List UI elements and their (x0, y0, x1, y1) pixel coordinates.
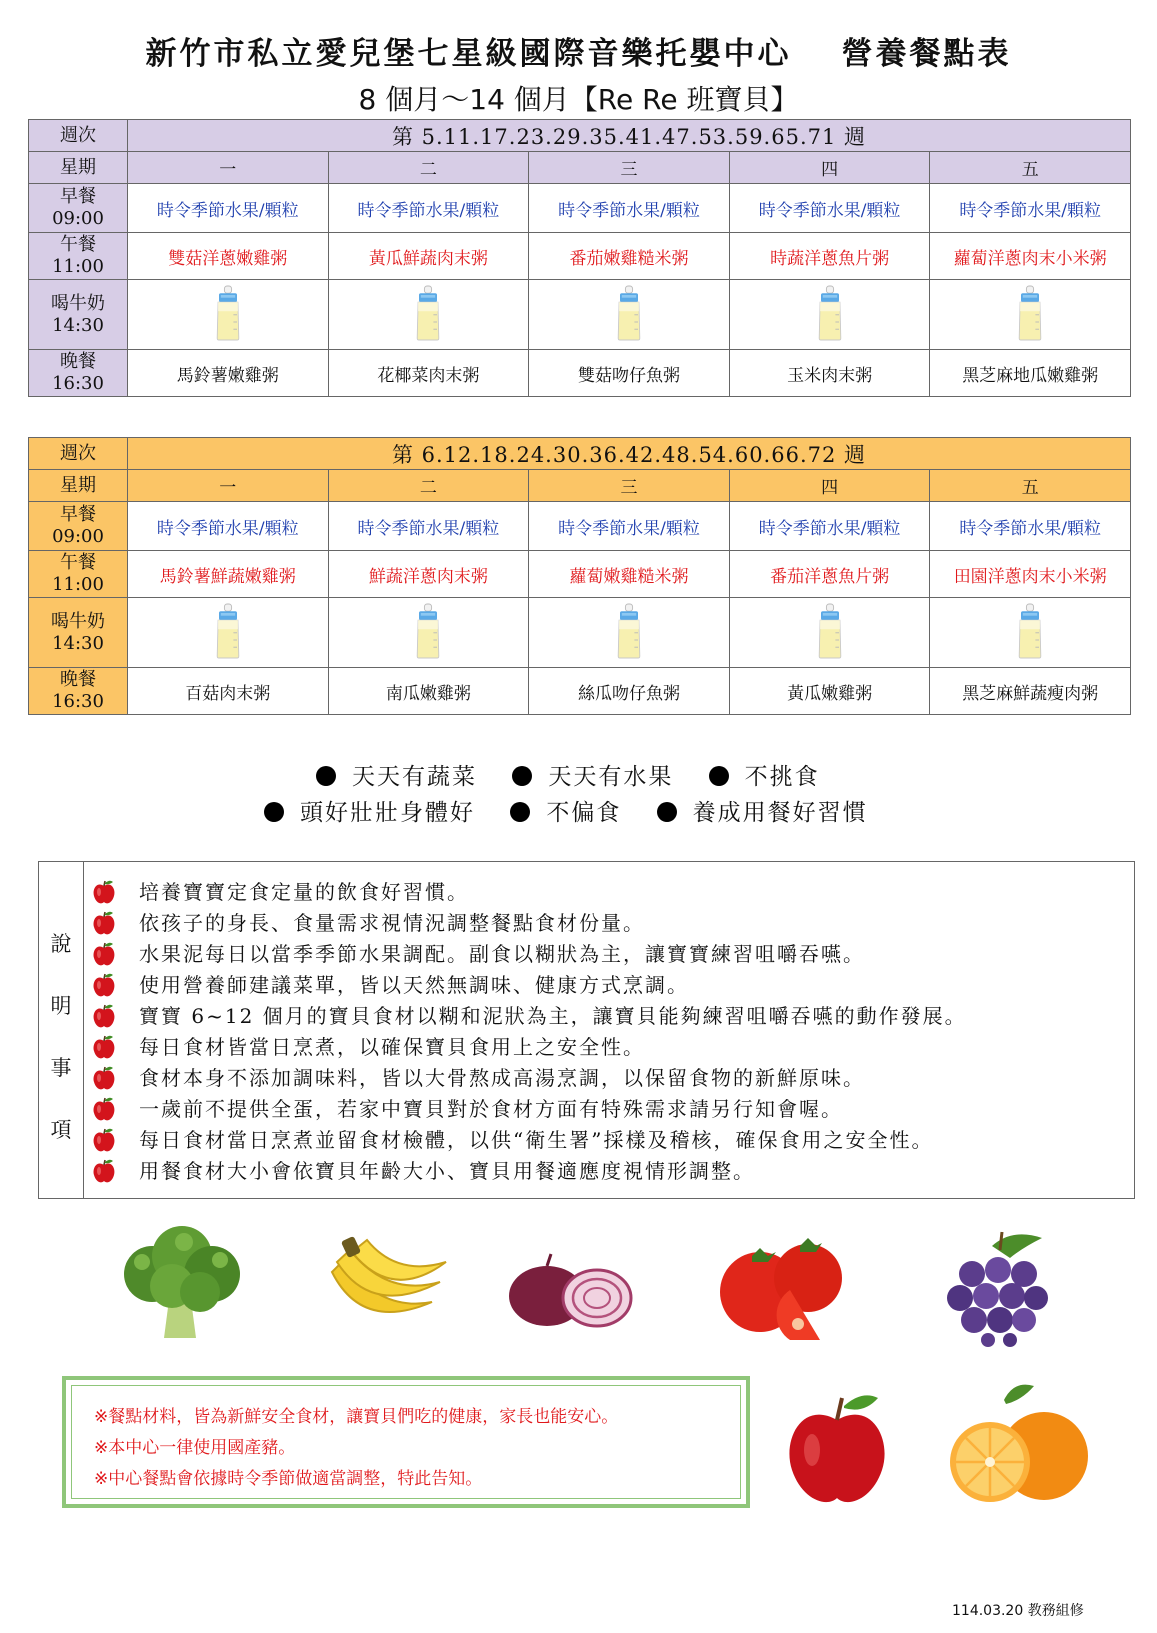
notes-side-label (39, 862, 84, 1198)
lunch-cell: 雙菇洋蔥嫩雞粥 (128, 233, 329, 280)
apple-bullet-icon (91, 941, 117, 967)
meal-time: 11:00 (52, 256, 104, 277)
meal-time: 14:30 (52, 314, 104, 336)
meal-time: 14:30 (52, 632, 104, 654)
milk-bottle-icon (611, 602, 647, 664)
slogan-line-2 (264, 794, 894, 827)
weekday-thu: 四 (729, 152, 930, 184)
breakfast-cell: 時令季節水果/顆粒 (128, 502, 329, 551)
dinner-label (29, 668, 128, 715)
meal-name: 喝牛奶 (51, 610, 105, 632)
meal-name: 早餐 (60, 186, 96, 207)
weekday-label: 星期 (29, 152, 128, 184)
breakfast-cell: 時令季節水果/顆粒 (729, 502, 930, 551)
meal-name: 午餐 (60, 552, 96, 573)
side-char: 事 (50, 1056, 72, 1080)
milk-cell (729, 598, 930, 668)
lunch-cell: 時蔬洋蔥魚片粥 (729, 233, 930, 280)
note-text: 寶寶 6~12 個月的寶貝食材以糊和泥狀為主，讓寶貝能夠練習咀嚼吞嚥的動作發展。 (139, 1004, 967, 1028)
note-item (91, 1094, 967, 1125)
note-text: 水果泥每日以當季季節水果調配。副食以糊狀為主，讓寶寶練習咀嚼吞嚥。 (139, 942, 865, 966)
food-notice-line: ※本中心一律使用國產豬。 (94, 1438, 296, 1458)
apple-bullet-icon (91, 1034, 117, 1060)
milk-bottle-icon (210, 284, 246, 346)
note-text: 培養寶寶定食定量的飲食好習慣。 (139, 880, 469, 904)
document-title: 營養餐點表 (841, 36, 1012, 72)
milk-bottle-icon (1012, 602, 1048, 664)
slogan-item: 不偏食 (546, 800, 622, 826)
notes-list (91, 877, 967, 1187)
apple-bullet-icon (91, 1096, 117, 1122)
lunch-cell: 馬鈴薯鮮蔬嫩雞粥 (128, 551, 329, 598)
bullet-dot-icon (657, 802, 677, 822)
apple-bullet-icon (91, 972, 117, 998)
age-class-subtitle: 8 個月～14 個月【Re Re 班寶貝】 (358, 83, 799, 116)
milk-bottle-icon (210, 602, 246, 664)
dinner-cell: 黑芝麻鮮蔬瘦肉粥 (930, 668, 1131, 715)
meal-name: 喝牛奶 (51, 292, 105, 314)
meal-time: 09:00 (52, 526, 104, 547)
apple-bullet-icon (91, 1065, 117, 1091)
food-notice-line: ※餐點材料，皆為新鮮安全食材，讓寶貝們吃的健康，家長也能安心。 (94, 1407, 619, 1427)
banana-image (322, 1232, 452, 1342)
milk-bottle-icon (812, 602, 848, 664)
breakfast-cell: 時令季節水果/顆粒 (930, 502, 1131, 551)
note-item (91, 1032, 967, 1063)
note-item (91, 970, 967, 1001)
orange-image (944, 1380, 1094, 1510)
dinner-cell: 雙菇吻仔魚粥 (529, 350, 730, 397)
slogan-item: 天天有蔬菜 (352, 764, 477, 790)
milk-cell (328, 280, 529, 350)
bullet-dot-icon (264, 802, 284, 822)
milk-label (29, 598, 128, 668)
week-label: 週次 (29, 120, 128, 152)
dinner-cell: 黑芝麻地瓜嫩雞粥 (930, 350, 1131, 397)
side-char: 明 (50, 994, 72, 1018)
breakfast-cell: 時令季節水果/顆粒 (729, 184, 930, 233)
page-title (0, 28, 1157, 73)
note-item (91, 1125, 967, 1156)
milk-cell (128, 280, 329, 350)
weekday-fri: 五 (930, 470, 1131, 502)
breakfast-cell: 時令季節水果/顆粒 (328, 184, 529, 233)
note-text: 每日食材皆當日烹煮，以確保寶貝食用上之安全性。 (139, 1035, 645, 1059)
lunch-cell: 蘿蔔嫩雞糙米粥 (529, 551, 730, 598)
dinner-cell: 南瓜嫩雞粥 (328, 668, 529, 715)
food-notice-line: ※中心餐點會依據時令季節做適當調整，特此告知。 (94, 1469, 483, 1489)
milk-cell (328, 598, 529, 668)
note-item (91, 908, 967, 939)
milk-bottle-icon (410, 602, 446, 664)
breakfast-cell: 時令季節水果/顆粒 (328, 502, 529, 551)
note-text: 使用營養師建議菜單，皆以天然無調味、健康方式烹調。 (139, 973, 689, 997)
revision-footer: 114.03.20 教務組修 (952, 1603, 1084, 1619)
note-item (91, 1001, 967, 1032)
apple-bullet-icon (91, 910, 117, 936)
breakfast-label (29, 502, 128, 551)
weekday-wed: 三 (529, 470, 730, 502)
side-char: 說 (50, 932, 72, 956)
weekday-fri: 五 (930, 152, 1131, 184)
milk-cell (729, 280, 930, 350)
lunch-cell: 黃瓜鮮蔬肉末粥 (328, 233, 529, 280)
milk-bottle-icon (410, 284, 446, 346)
weekday-mon: 一 (128, 470, 329, 502)
note-text: 每日食材當日烹煮並留食材檢體，以供“衛生署”採樣及稽核，確保食用之安全性。 (139, 1128, 934, 1152)
breakfast-cell: 時令季節水果/顆粒 (128, 184, 329, 233)
breakfast-cell: 時令季節水果/顆粒 (930, 184, 1131, 233)
week-label: 週次 (29, 438, 128, 470)
meal-name: 晚餐 (60, 351, 96, 372)
bullet-dot-icon (510, 802, 530, 822)
milk-cell (529, 280, 730, 350)
dinner-cell: 花椰菜肉末粥 (328, 350, 529, 397)
notes-box (38, 861, 1135, 1199)
apple-bullet-icon (91, 1158, 117, 1184)
note-text: 一歲前不提供全蛋，若家中寶貝對於食材方面有特殊需求請另行知會喔。 (139, 1097, 843, 1121)
side-char: 項 (50, 1118, 72, 1142)
weekday-mon: 一 (128, 152, 329, 184)
meal-name: 午餐 (60, 234, 96, 255)
dinner-cell: 玉米肉末粥 (729, 350, 930, 397)
bullet-dot-icon (316, 766, 336, 786)
food-notice-box (62, 1376, 750, 1508)
week-numbers: 第 5.11.17.23.29.35.41.47.53.59.65.71 週 (128, 120, 1131, 152)
slogan-item: 頭好壯壯身體好 (300, 800, 475, 826)
meal-time: 11:00 (52, 574, 104, 595)
dinner-cell: 馬鈴薯嫩雞粥 (128, 350, 329, 397)
milk-cell (128, 598, 329, 668)
note-item (91, 877, 967, 908)
dinner-cell: 黃瓜嫩雞粥 (729, 668, 930, 715)
weekday-wed: 三 (529, 152, 730, 184)
grapes-image (922, 1228, 1072, 1348)
note-text: 依孩子的身長、食量需求視情況調整餐點食材份量。 (139, 911, 645, 935)
weekday-tue: 二 (328, 470, 529, 502)
weekday-thu: 四 (729, 470, 930, 502)
bullet-dot-icon (709, 766, 729, 786)
onion-image (505, 1250, 635, 1330)
breakfast-label (29, 184, 128, 233)
milk-cell (529, 598, 730, 668)
dinner-cell: 絲瓜吻仔魚粥 (529, 668, 730, 715)
meal-time: 16:30 (52, 691, 104, 712)
slogan-line-1 (316, 758, 846, 791)
weekday-label: 星期 (29, 470, 128, 502)
note-text: 食材本身不添加調味料，皆以大骨熬成高湯烹調，以保留食物的新鮮原味。 (139, 1066, 865, 1090)
dinner-label (29, 350, 128, 397)
week-numbers: 第 6.12.18.24.30.36.42.48.54.60.66.72 週 (128, 438, 1131, 470)
lunch-label (29, 551, 128, 598)
weekday-tue: 二 (328, 152, 529, 184)
milk-bottle-icon (812, 284, 848, 346)
milk-cell (930, 280, 1131, 350)
milk-label (29, 280, 128, 350)
lunch-cell: 田園洋蔥肉末小米粥 (930, 551, 1131, 598)
apple-bullet-icon (91, 1127, 117, 1153)
apple-bullet-icon (91, 1003, 117, 1029)
slogan-item: 天天有水果 (548, 764, 674, 790)
apple-image (782, 1390, 892, 1510)
note-item (91, 1063, 967, 1094)
tomato-image (712, 1228, 852, 1348)
milk-bottle-icon (611, 284, 647, 346)
lunch-cell: 鮮蔬洋蔥肉末粥 (328, 551, 529, 598)
meal-time: 16:30 (52, 373, 104, 394)
bullet-dot-icon (512, 766, 532, 786)
school-name: 新竹市私立愛兒堡七星級國際音樂托嬰中心 (145, 36, 792, 72)
note-item (91, 939, 967, 970)
lunch-label (29, 233, 128, 280)
dinner-cell: 百菇肉末粥 (128, 668, 329, 715)
note-text: 用餐食材大小會依寶貝年齡大小、寶貝用餐適應度視情形調整。 (139, 1159, 755, 1183)
breakfast-cell: 時令季節水果/顆粒 (529, 502, 730, 551)
meal-name: 晚餐 (60, 669, 96, 690)
milk-bottle-icon (1012, 284, 1048, 346)
breakfast-cell: 時令季節水果/顆粒 (529, 184, 730, 233)
lunch-cell: 番茄洋蔥魚片粥 (729, 551, 930, 598)
note-item (91, 1156, 967, 1187)
slogan-item: 不挑食 (744, 764, 820, 790)
lunch-cell: 番茄嫩雞糙米粥 (529, 233, 730, 280)
menu-table-1 (28, 119, 1131, 397)
menu-table-2 (28, 437, 1131, 715)
apple-bullet-icon (91, 879, 117, 905)
meal-time: 09:00 (52, 208, 104, 229)
broccoli-image (112, 1222, 252, 1342)
lunch-cell: 蘿蔔洋蔥肉末小米粥 (930, 233, 1131, 280)
milk-cell (930, 598, 1131, 668)
meal-name: 早餐 (60, 504, 96, 525)
slogan-item: 養成用餐好習慣 (692, 800, 868, 826)
